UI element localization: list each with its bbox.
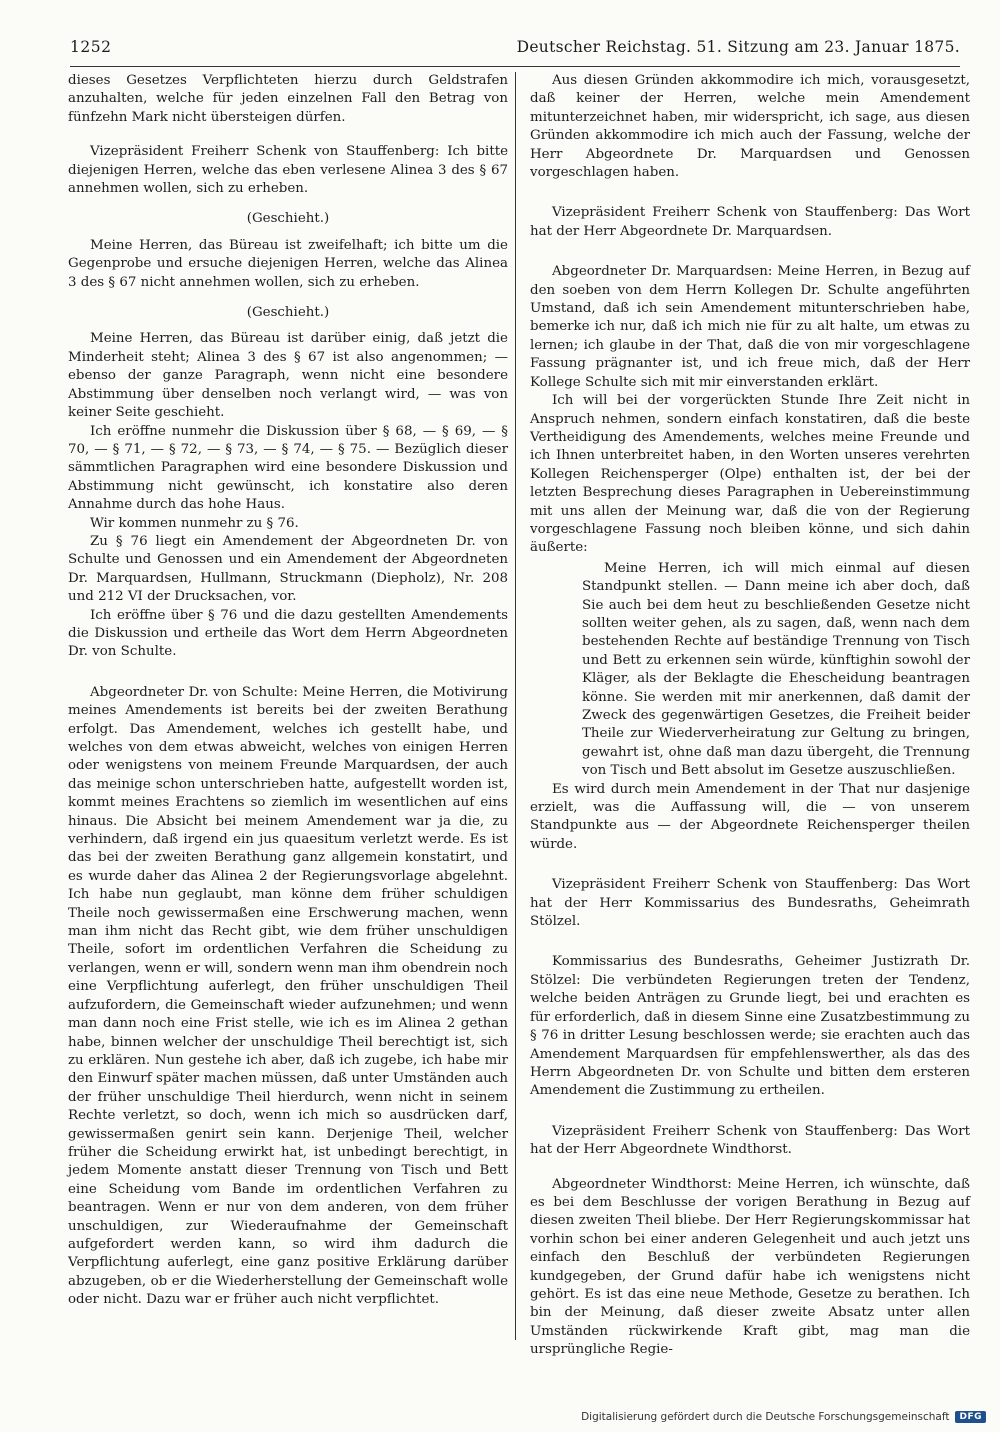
- paragraph: Ich eröffne über § 76 und die dazu gestellten Amendements die Diskussion und ertheile das Wort dem Herrn Abgeordneten Dr. von Schulte.: [68, 607, 508, 660]
- paragraph: Vizepräsident Freiherr Schenk von Stauffenberg: Das Wort hat der Herr Abgeordnete Windthorst.: [530, 1123, 970, 1158]
- paragraph: Zu § 76 liegt ein Amendement der Abgeordneten Dr. von Schulte und Genossen und ein Amendement der Abgeordneten Dr. Marquardsen, Hullmann, Struckmann (Diepholz), Nr. 208 und 212 VI der Drucksachen, vor.: [68, 533, 508, 605]
- footer-credit: Digitalisierung gefördert durch die Deutsche Forschungsgemeinschaft: [581, 1411, 950, 1423]
- stage-direction: (Geschieht.): [246, 305, 330, 321]
- paragraph: Es wird durch mein Amendement in der That nur dasjenige erzielt, was die Auffassung will, die — von unserem Standpunkte aus — der Abgeordnete Reichensperger theilen würde.: [530, 781, 970, 852]
- dfg-logo-icon: DFG: [955, 1411, 986, 1423]
- stage-direction: (Geschieht.): [246, 211, 330, 227]
- paragraph: dieses Gesetzes Verpflichteten hierzu durch Geldstrafen anzuhalten, welche für jeden einzelnen Fall den Betrag von fünfzehn Mark nicht übersteigen dürfen.: [68, 73, 508, 125]
- paragraph: Ich will bei der vorgerückten Stunde Ihre Zeit nicht in Anspruch nehmen, sondern einfach konstatiren, daß die beste Vertheidigung des Amendements, welches meine Freunde und ich Ihnen unterbreitet haben, in den Worten unseres verehrten Kollegen Reichensperger (Olpe) enthalten ist, der bei der letzten Besprechung dieses Paragraphen in Uebereinstimmung mit uns allen der Meinung war, daß die von der Regierung vorgeschlagene Fassung noch bleiben könne, und sich dahin äußerte:: [530, 393, 970, 556]
- quotation-block: Meine Herren, ich will mich einmal auf diesen Standpunkt stellen. — Dann meine ich aber doch, daß Sie auch bei dem heut zu beschließenden Gesetze nicht sollten weiter gehen, als zu sagen, daß, wenn nach dem bestehenden Rechte auf beständige Trennung von Tisch und Bett zu erkennen sein würde, künftighin sowohl der Kläger, als der Beklagte die Ehescheidung beantragen könne. Sie werden mit mir anerkennen, daß damit der Zweck des gegenwärtigen Gesetzes, die Freiheit beider Theile zur Wiederverheiratung zur Geltung zu bringen, gewahrt ist, ohne daß man dazu übergeht, die Trennung von Tisch und Bett absolut im Gesetze auszuschließen.: [582, 560, 970, 779]
- paragraph: Vizepräsident Freiherr Schenk von Stauffenberg: Ich bitte diejenigen Herren, welche das eben verlesene Alinea 3 des § 67 annehmen wollen, sich zu erheben.: [68, 144, 508, 197]
- paragraph: Vizepräsident Freiherr Schenk von Stauffenberg: Das Wort hat der Herr Kommissarius des Bundesraths, Geheimrath Stölzel.: [530, 877, 970, 930]
- paragraph: Vizepräsident Freiherr Schenk von Stauffenberg: Das Wort hat der Herr Abgeordnete Dr. Marquardsen.: [530, 205, 970, 239]
- paragraph: Aus diesen Gründen akkommodire ich mich, vorausgesetzt, daß keiner der Herren, welche mein Amendement mitunterzeichnet haben, mir widerspricht, ich sage, aus diesen Gründen akkommodire ich mich auch der Fassung, welche der Herr Abgeordnete Dr. Marquardsen und Genossen vorgeschlagen haben.: [530, 73, 970, 181]
- header-rule: [70, 66, 960, 67]
- speech-schulte: Abgeordneter Dr. von Schulte: Meine Herren, die Motivirung meines Amendements ist bereits bei der zweiten Berathung erfolgt. Das Amendement, welches ich gestellt habe, und welches von dem etwas abweicht, welches von einigen Herren oder wenigstens von meinem Freunde Marquardsen, der auch das meinige schon unterschrieben hatte, aufgestellt worden ist, kommt meines Erachtens so ziemlich im wesentlichen auf eins hinaus. Die Absicht bei meinem Amendement war ja die, zu verhindern, daß irgend ein jus quaesitum verletzt werde. Es ist das bei der zweiten Berathung ganz allgemein konstatirt, und es wurde daher das Alinea 2 der Regierungsvorlage abgelehnt. Ich habe nun geglaubt, man könne dem früher schuldigen Theile noch gewissermaßen eine Erschwerung machen, wenn man ihm nicht das Recht gibt, wie dem früher unschuldigen Theile, sofort im ordentlichen Verfahren die Scheidung zu verlangen, wenn er will, sondern wenn man ihm obendrein noch eine Verpflichtung auferlegt, den früher unschuldigen Theil aufzufordern, die Gemeinschaft wieder aufzunehmen; und wenn man dann noch eine Frist stelle, wie ich es im Alinea 2 gethan habe, binnen welcher der unschuldige Theil berechtigt ist, sich zu erklären. Nun gestehe ich aber, daß ich zugebe, ich habe mir den Einwurf später machen müssen, daß unter Umständen auch der früher unschuldige Theil hierdurch, wenn nicht in seinem Rechte verletzt, so doch, wenn ich mich so ausdrücken darf, gewissermaßen genirt sein kann. Derjenige Theil, welcher früher die Scheidung erwirkt hat, ist unbedingt berechtigt, in jedem Momente anstatt dieser Trennung von Tisch und Bett eine Scheidung vom Bande im ordentlichen Verfahren zu beantragen. Wenn er nur von dem anderen, von dem früher unschuldigen, zur Wiederaufnahme der Gemeinschaft aufgefordert werden kann, so wird ihm dadurch die Verpflichtung auferlegt, eine ganz positive Erklärung darüber abzugeben, ob er die Wiederherstellung der Gemeinschaft wolle oder nicht. Dazu war er früher auch nicht verpflichtet.: [68, 684, 508, 1308]
- running-title: Deutscher Reichstag. 51. Sitzung am 23. Januar 1875.: [516, 38, 960, 56]
- footer: [581, 1408, 986, 1426]
- right-column: [530, 72, 970, 1360]
- page-header: [70, 36, 960, 62]
- paragraph: Ich eröffne nunmehr die Diskussion über § 68, — § 69, — § 70, — § 71, — § 72, — § 73, — § 74, — § 75. — Bezüglich dieser sämmtlichen Paragraphen wird eine besondere Diskussion und Abstimmung nicht gewünscht, ich konstatire also deren Annahme durch das hohe Haus.: [68, 423, 508, 513]
- paragraph: Meine Herren, das Büreau ist darüber einig, daß jetzt die Minderheit steht; Alinea 3 des § 67 ist also angenommen; — ebenso der ganze Paragraph, wenn nicht eine besondere Abstimmung über denselben noch verlangt wird, — was von keiner Seite geschieht.: [68, 331, 508, 421]
- paragraph: Meine Herren, das Büreau ist zweifelhaft; ich bitte um die Gegenprobe und ersuche diejenigen Herren, welche das Alinea 3 des § 67 nicht annehmen wollen, sich zu erheben.: [68, 237, 508, 290]
- speech-windthorst: Abgeordneter Windthorst: Meine Herren, ich wünschte, daß es bei dem Beschlusse der vorigen Berathung in Bezug auf diesen zweiten Theil bliebe. Der Herr Regierungskommissar hat vorhin schon bei einer anderen Gelegenheit und auch jetzt uns einfach den Beschluß der verbündeten Regierungen kundgegeben, der Grund dafür habe ich wenigstens nicht gehört. Es ist das eine neue Methode, Gesetze zu berathen. Ich bin der Meinung, daß dieser zweite Absatz unter allen Umständen rückwirkende Kraft gibt, mag man die ursprüngliche Regie-: [530, 1176, 970, 1358]
- speech-marquardsen: Abgeordneter Dr. Marquardsen: Meine Herren, in Bezug auf den soeben von dem Herrn Kollegen Dr. Schulte angeführten Umstand, daß ich sein Amendement mitunterschrieben habe, bemerke ich nur, daß ich mich nie für zu alt halte, um etwas zu lernen; ich glaube in der That, daß die von mir vorgeschlagene Fassung prägnanter ist, und ich freue mich, daß der Herr Kollege Schulte sich mit mir einverstanden erklärt.: [530, 264, 970, 390]
- page-number: 1252: [70, 38, 112, 56]
- column-divider: [515, 72, 516, 1340]
- left-column: [68, 72, 508, 1310]
- speech-stoelzel: Kommissarius des Bundesraths, Geheimer Justizrath Dr. Stölzel: Die verbündeten Regierungen treten der Tendenz, welche beiden Anträgen zu Grunde liegt, bei und erachten es für erforderlich, daß in diesem Sinne eine Zusatzbestimmung zu § 76 in dritter Lesung beschlossen werde; sie erachten auch das Amendement Marquardsen für empfehlenswerther, als das des Herrn Abgeordneten Dr. von Schulte und bitten dem ersteren Amendement die Zustimmung zu ertheilen.: [530, 954, 970, 1099]
- paragraph: Wir kommen nunmehr zu § 76.: [90, 515, 299, 531]
